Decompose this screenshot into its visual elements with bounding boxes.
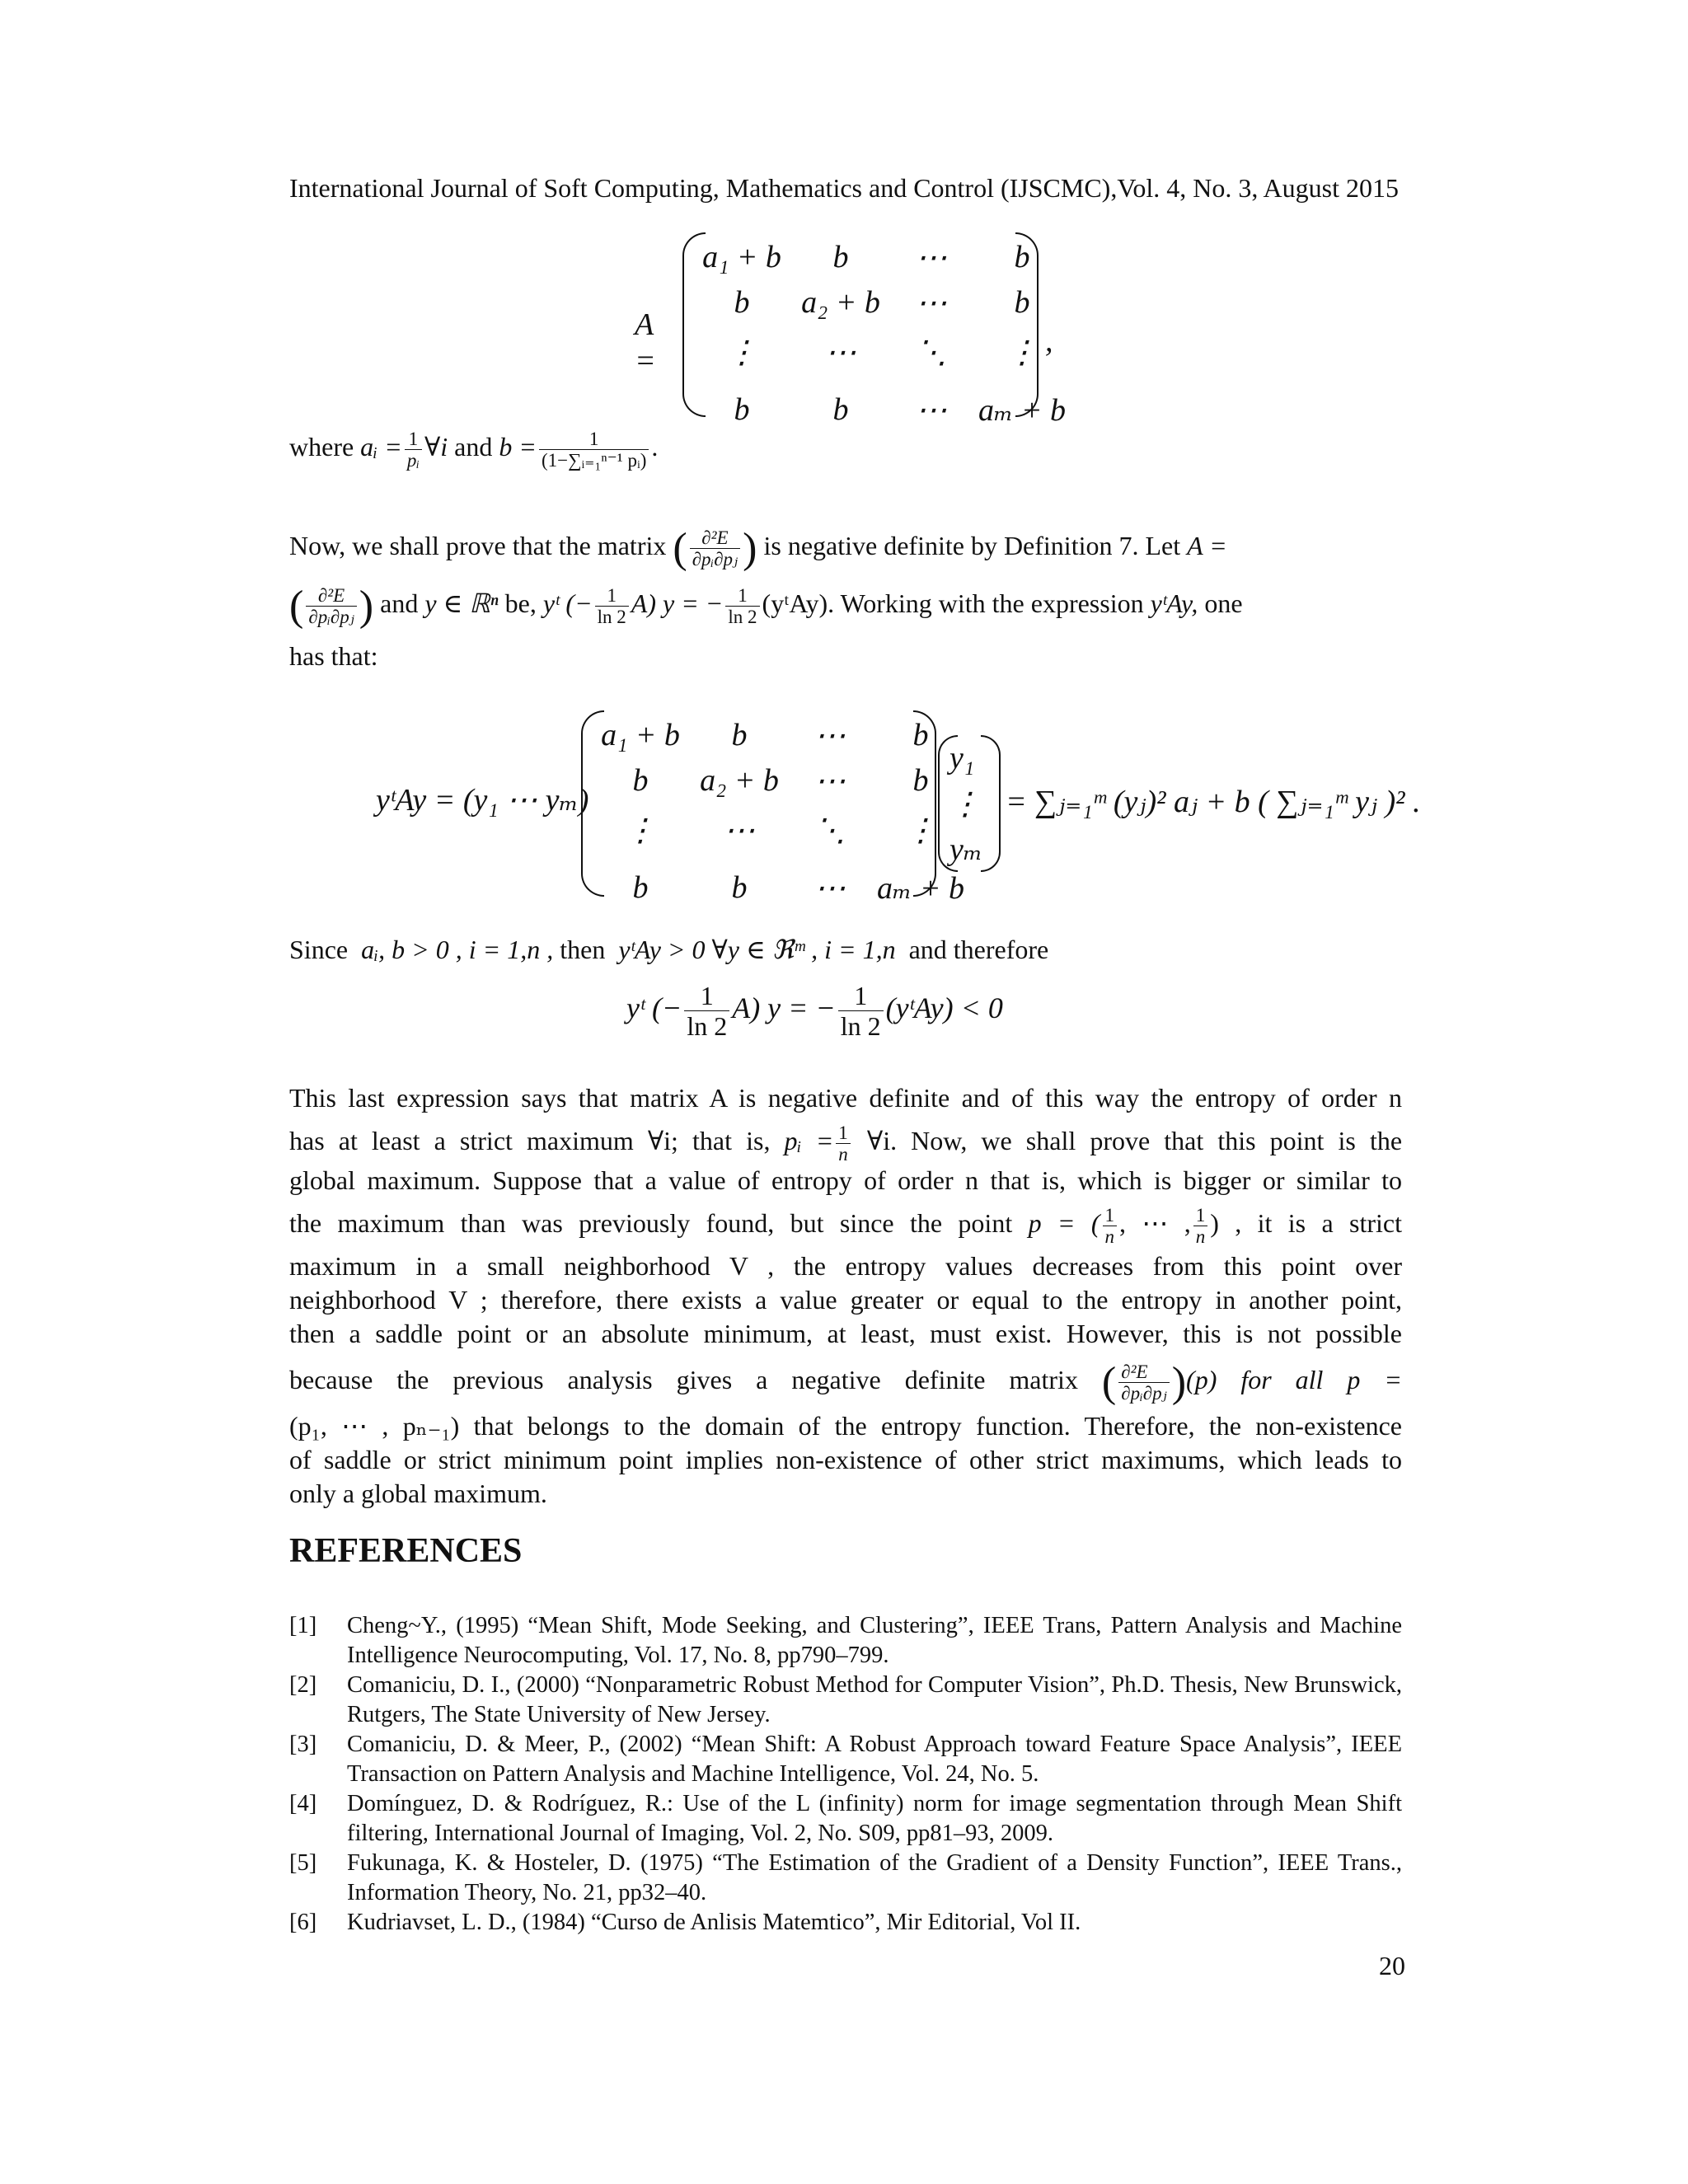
references-heading: REFERENCES: [289, 1532, 523, 1570]
running-header: International Journal of Soft Computing, Mathematics and Control (IJSCMC),Vol. 4, No. 3, August 2015: [289, 173, 1399, 203]
where-word: where: [289, 431, 354, 462]
quad-matrix-cell: ⋯: [814, 764, 846, 799]
hessian-fraction-2: $\frac{\text{∂²E}}{\text{∂pᵢ∂pⱼ}}$: [306, 585, 356, 627]
matrix-a-cell: b: [832, 240, 849, 274]
para2: [289, 1081, 1402, 1511]
quad-matrix-cell: b: [912, 718, 929, 752]
matrix-a-cell: ⋯: [825, 335, 856, 370]
forall-i: ∀i: [424, 431, 448, 462]
b-fraction: $\frac{1}{\text{(1−∑ᵢ₌₁ⁿ⁻¹ pᵢ)}}$: [539, 429, 649, 471]
quad-matrix-cell: b: [731, 718, 748, 752]
reference-text: Comaniciu, D. & Meer, P., (2002) “Mean Shift: A Robust Approach toward Feature Space Analysis”, IEEE Transaction on Pattern Analysis and Machine Intelligence, Vol. 24, No. 5.: [347, 1732, 1402, 1787]
and-word: and: [454, 431, 493, 462]
matrix-a-cell: b: [734, 285, 750, 320]
reference-number: [2]: [289, 1672, 317, 1698]
reference-item: [289, 1611, 1402, 1671]
matrix-a-cell: a₁ + b: [702, 240, 781, 274]
where-line: where aᵢ = $\frac{1}{\text{pᵢ}}$ ∀i and b = $\frac{1}{\text{(1−∑ᵢ₌₁ⁿ⁻¹ pᵢ)}}$ .: [289, 429, 659, 471]
para2-line3: global maximum. Suppose that a value of entropy of order n that is, which is bigger or similar to: [289, 1165, 1402, 1195]
para2-line2: has at least a strict maximum ∀i; that is, pᵢ = $\frac{1}{n}$ ∀i. Now, we shall prove that this point is the: [289, 1122, 1403, 1165]
reference-text: Fukunaga, K. & Hosteler, D. (1975) “The Estimation of the Gradient of a Density Function”, IEEE Trans., Information Theory, No. 21, pp32–40.: [347, 1850, 1402, 1905]
matrix-a-cell: a₂ + b: [801, 285, 880, 320]
reference-item: [289, 1849, 1402, 1908]
para2-line11: only a global maximum.: [289, 1479, 547, 1508]
matrix-a-cell: ⋯: [916, 286, 947, 321]
reference-item: [289, 1789, 1402, 1849]
para2-line4: the maximum than was previously found, but since the point p = ( $\frac{1}{n}$ , ⋯ , $\frac{1}{n}$ ) , it is a strict: [289, 1205, 1403, 1247]
matrix-a-cell: ⋯: [916, 241, 947, 275]
vec-entry: y₁: [950, 741, 975, 776]
para2-line10: of saddle or strict minimum point implies non-existence of other strict maximums, which leads to: [289, 1445, 1402, 1474]
quad-matrix-cell: ⋱: [814, 813, 846, 848]
quad-matrix-cell: a₁ + b: [601, 718, 680, 752]
reference-item: [289, 1730, 1402, 1789]
reference-text: Comaniciu, D. I., (2000) “Nonparametric Robust Method for Computer Vision”, Ph.D. Thesis, New Brunswick, Rutgers, The State University of New Jersey.: [347, 1672, 1402, 1727]
reference-number: [3]: [289, 1732, 317, 1757]
para2-line7: then a saddle point or an absolute minimum, at least, must exist. However, this is not possible: [289, 1319, 1402, 1348]
matrix-a-cell: ⋮: [726, 335, 757, 370]
matrix-a-cell: ⋱: [916, 335, 947, 370]
reference-number: [5]: [289, 1850, 317, 1876]
quad-matrix-cell: ⋮: [625, 813, 656, 848]
hessian-fraction: $\frac{\text{∂²E}}{\text{∂pᵢ∂pⱼ}}$: [690, 527, 740, 569]
reference-text: Kudriavset, L. D., (1984) “Curso de Anlisis Matemtico”, Mir Editorial, Vol II.: [347, 1910, 1081, 1935]
quad-matrix-cell: ⋯: [814, 871, 846, 906]
page-number: 20: [1379, 1951, 1405, 1980]
quad-matrix-cell: b: [632, 763, 649, 798]
b-def: b =: [499, 431, 537, 462]
since-line: Since aᵢ, b > 0 , i = 1,n , then yᵗAy > 0 ∀y ∈ ℜᵐ , i = 1,n and therefore: [289, 935, 1049, 964]
para2-line6: neighborhood V ; therefore, there exists a value greater or equal to the entropy in another point,: [289, 1285, 1402, 1315]
para2-line8: because the previous analysis gives a negative definite matrix ( $\frac{\text{∂²E}}{\text{∂pᵢ∂pⱼ}}$ )(p) for all p =: [289, 1359, 1402, 1406]
quad-lhs: yᵗAy = (y₁ ⋯ yₘ): [376, 783, 589, 818]
ai-fraction: $\frac{1}{\text{pᵢ}}$: [405, 429, 422, 471]
reference-item: [289, 1908, 1402, 1938]
matrix-a-cell: aₘ + b: [978, 393, 1066, 428]
quad-rhs: = ∑ⱼ₌₁ᵐ (yⱼ)² aⱼ + b ( ∑ⱼ₌₁ᵐ yⱼ )² .: [1006, 785, 1421, 819]
quad-matrix-cell: b: [731, 870, 748, 905]
vec-entry: ⋮: [950, 787, 981, 822]
reference-number: [6]: [289, 1910, 317, 1935]
matrix-a-cell: b: [1014, 285, 1030, 320]
ai-def: aᵢ =: [360, 431, 402, 462]
para1-line1: Now, we shall prove that the matrix ( $\frac{\text{∂²E}}{\text{∂pᵢ∂pⱼ}}$ ) is negative definite by Definition 7. Let A =: [289, 525, 1227, 572]
vec-entry: yₘ: [950, 832, 983, 867]
para2-line1: This last expression says that matrix A is negative definite and of this way the entropy of order n: [289, 1083, 1402, 1113]
para1-line3: has that:: [289, 641, 378, 671]
matrix-a-cell: b: [734, 392, 750, 427]
reference-text: Domínguez, D. & Rodríguez, R.: Use of the L (infinity) norm for image segmentation through Mean Shift filtering, International Journal of Imaging, Vol. 2, No. S09, pp81–93, 2009.: [347, 1791, 1402, 1846]
quad-matrix-cell: b: [632, 870, 649, 905]
matrix-a-cell: b: [832, 392, 849, 427]
reference-text: Cheng~Y., (1995) “Mean Shift, Mode Seeking, and Clustering”, IEEE Trans, Pattern Analysis and Machine Intelligence Neurocomputing, Vol. 17, No. 8, pp790–799.: [347, 1613, 1402, 1668]
matrix-a-cell: b: [1014, 240, 1030, 274]
reference-number: [4]: [289, 1791, 317, 1816]
quad-matrix-cell: ⋯: [814, 719, 846, 753]
quad-matrix-cell: aₘ + b: [877, 871, 964, 906]
para1-line2: ( $\frac{\text{∂²E}}{\text{∂pᵢ∂pⱼ}}$ ) and y ∈ ℝⁿ be, yᵗ (− $\frac{1}{\ln 2}$ A) y = − $\frac{1}{\ln 2}$ (yᵗAy). Working with the expression yᵗAy, one: [289, 583, 1243, 630]
quad-matrix-cell: a₂ + b: [700, 763, 779, 798]
matrix-a-lhs: A =: [635, 307, 656, 378]
inequality-equation: yᵗ (− $\frac{1}{\ln 2}$ A) y = − $\frac{1}{\ln 2}$ (yᵗAy) < 0: [626, 981, 1003, 1041]
quad-matrix-cell: ⋯: [724, 813, 755, 848]
quad-matrix-cell: b: [912, 763, 929, 798]
reference-number: [1]: [289, 1613, 317, 1638]
para2-line9: (p₁, ⋯ , pₙ₋₁) that belongs to the domain of the entropy function. Therefore, the non-existence: [289, 1411, 1402, 1441]
matrix-a-cell: ⋮: [1006, 335, 1038, 370]
para2-line5: maximum in a small neighborhood V , the entropy values decreases from this point over: [289, 1251, 1402, 1281]
matrix-a-trailing: ,: [1045, 324, 1053, 359]
reference-item: [289, 1671, 1402, 1730]
quad-matrix-cell: ⋮: [905, 813, 936, 848]
matrix-a-cell: ⋯: [916, 393, 947, 428]
vec-right-paren: [981, 735, 1001, 872]
